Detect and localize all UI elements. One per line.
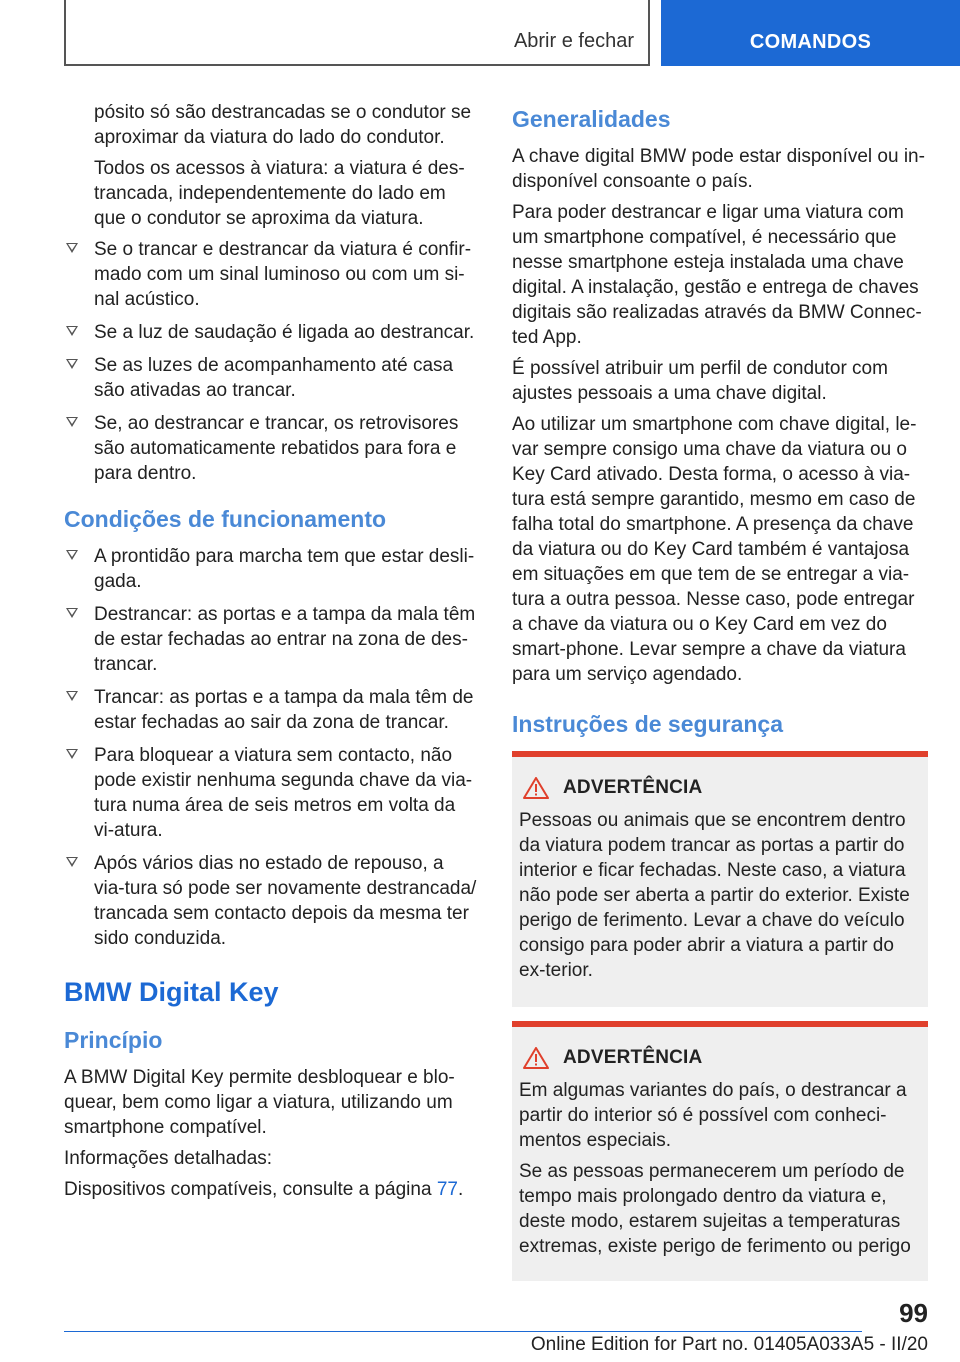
triangle-bullet-icon <box>66 417 78 427</box>
triangle-bullet-icon <box>66 857 78 867</box>
generalidades-paragraph-4: Ao utilizar um smartphone com chave digital, le-var sempre consigo uma chave da viatura ou o Key Card ativado. Desta forma, o acesso à via-tura está sempre garantido, mesmo em caso de falha total do smartphone. A presença da chave da viatura ou do Key Card também é vantajosa em situações em que tem de se entregar a via-tura a outra pessoa. Nesse caso, pode entregar a chave da viatura ou o Key Card em vez do smart-phone. Levar sempre a chave da viatura para um serviço agendado. <box>512 414 917 685</box>
triangle-bullet-icon <box>66 749 78 759</box>
intro-paragraph-2: Todos os acessos à viatura: a viatura é des-trancada, independentemente do lado em que o condutor se aproxima da viatura. <box>94 158 465 229</box>
header-chapter-tab[interactable]: COMANDOS <box>661 0 960 66</box>
generalidades-paragraph-1: A chave digital BMW pode estar disponível ou in-disponível consoante o país. <box>512 146 925 192</box>
list-item: Se, ao destrancar e trancar, os retrovisores são automaticamente rebatidos para fora e para dentro. <box>64 411 477 486</box>
triangle-bullet-icon <box>66 326 78 336</box>
warning-triangle-icon <box>523 1047 549 1069</box>
warning-box-2 <box>512 1021 928 1281</box>
list-item: Destrancar: as portas e a tampa da mala têm de estar fechadas ao entrar na zona de des-trancar. <box>64 602 477 677</box>
generalidades-paragraph-2: Para poder destrancar e ligar uma viatura com um smartphone compatível, é necessário que nesse smartphone esteja instalada uma chave digital. A instalação, gestão e entrega de chaves digitais são realizadas através da BMW Connec-ted App. <box>512 202 922 348</box>
warning-title: ADVERTÊNCIA <box>563 1047 703 1068</box>
list-item: Após vários dias no estado de repouso, a via-tura só pode ser novamente destrancada/ trancada sem contacto depois da mesma ter sido conduzida. <box>64 851 477 951</box>
heading-generalidades: Generalidades <box>512 106 671 132</box>
right-column <box>512 100 928 1281</box>
list-item: Se o trancar e destrancar da viatura é confir-mado com um sinal luminoso ou com um si-nal acústico. <box>64 237 477 312</box>
settings-bullet-list <box>64 237 477 486</box>
heading-seguranca: Instruções de segurança <box>512 711 783 737</box>
list-item: Se a luz de saudação é ligada ao destrancar. <box>64 320 477 345</box>
footer-divider <box>64 1331 862 1332</box>
principio-paragraph-3: Dispositivos compatíveis, consulte a página 77. <box>64 1179 464 1200</box>
warning-triangle-icon <box>523 777 549 799</box>
list-item: Se as luzes de acompanhamento até casa são ativadas ao trancar. <box>64 353 477 403</box>
list-item: A prontidão para marcha tem que estar desli-gada. <box>64 544 477 594</box>
list-item: Para bloquear a viatura sem contacto, não pode existir nenhuma segunda chave da via-tura numa área de seis metros em volta da vi-atura. <box>64 743 477 843</box>
principio-paragraph-2: Informações detalhadas: <box>64 1148 273 1169</box>
triangle-bullet-icon <box>66 359 78 369</box>
triangle-bullet-icon <box>66 550 78 560</box>
header-section-title: Abrir e fechar <box>513 30 634 52</box>
list-item: Trancar: as portas e a tampa da mala têm de estar fechadas ao sair da zona de trancar. <box>64 685 477 735</box>
generalidades-paragraph-3: É possível atribuir um perfil de condutor com ajustes pessoais a uma chave digital. <box>512 358 888 404</box>
footer-edition: Online Edition for Part no. 01405A033A5 - II/20 <box>530 1334 928 1355</box>
page-link[interactable]: 77 <box>436 1179 458 1200</box>
principio-paragraph-1: A BMW Digital Key permite desbloquear e blo-quear, bem como ligar a viatura, utilizando um smartphone compatível. <box>64 1067 455 1138</box>
heading-condicoes: Condições de funcionamento <box>64 506 387 532</box>
warning-box-1 <box>512 751 928 1007</box>
heading-principio: Princípio <box>64 1027 163 1053</box>
warning-text-1: Em algumas variantes do país, o destrancar a partir do interior só é possível com conheci-mentos especiais. <box>519 1080 907 1151</box>
triangle-bullet-icon <box>66 691 78 701</box>
conditions-bullet-list <box>64 544 477 951</box>
left-column <box>64 100 477 1208</box>
intro-paragraph-1: pósito só são destrancadas se o condutor se aproximar da viatura do lado do condutor. <box>94 102 472 148</box>
triangle-bullet-icon <box>66 243 78 253</box>
warning-text: Pessoas ou animais que se encontrem dentro da viatura podem trancar as portas a partir do interior e ficar fechadas. Neste caso, a viatura não pode ser aberta a partir do exterior. Existe perigo de ferimento. Levar a chave do veículo consigo para poder abrir a viatura a partir do ex-terior. <box>519 810 910 981</box>
page-number: 99 <box>899 1298 928 1328</box>
triangle-bullet-icon <box>66 608 78 618</box>
warning-title: ADVERTÊNCIA <box>563 777 703 798</box>
heading-digital-key: BMW Digital Key <box>64 977 279 1007</box>
warning-text-2: Se as pessoas permanecerem um período de tempo mais prolongado dentro da viatura e, deste modo, estarem sujeitas a temperaturas extremas, existe perigo de ferimento ou perigo <box>519 1161 911 1257</box>
